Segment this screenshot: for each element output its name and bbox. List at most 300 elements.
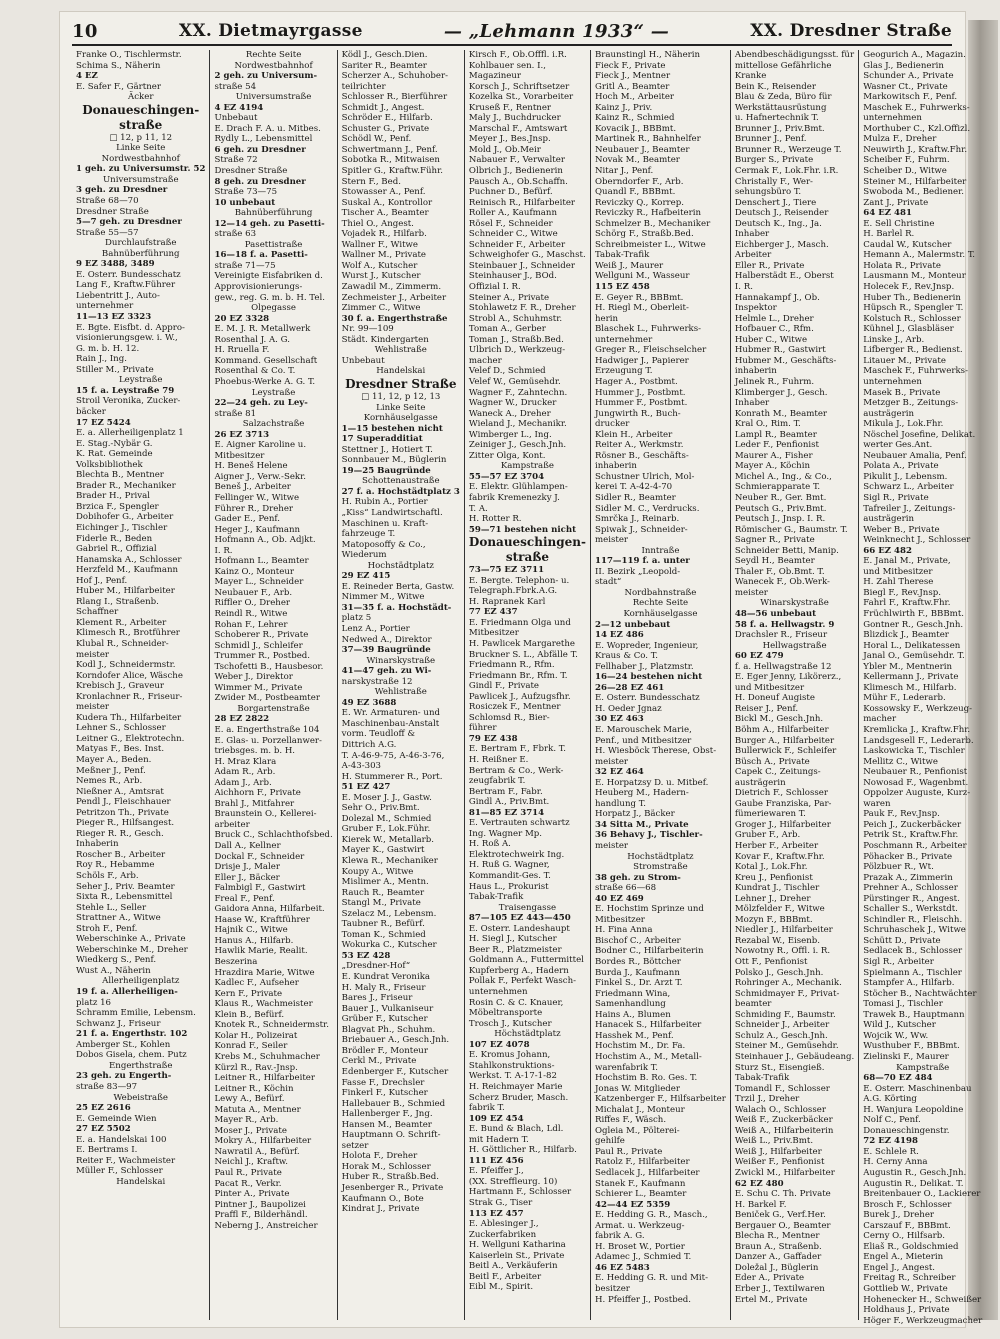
directory-entry: Katzenberger F., Hilfsarbeiter (594, 1094, 726, 1105)
directory-entry: Meßner J., Penf. (76, 765, 146, 776)
directory-entry: Telegraph.Fbrk.A.G. (468, 586, 558, 597)
directory-entry: Fellhaber J., Platzmstr. (594, 661, 694, 672)
directory-entry: Neberng J., Anstreicher (214, 1220, 318, 1231)
directory-entry: Glas J., Bedienerin (863, 60, 944, 71)
directory-entry: E. Safer F., Gärtner (76, 81, 161, 92)
cross-street-label: Olpegasse (251, 303, 297, 314)
cross-street-label: Salzachstraße (242, 419, 305, 430)
directory-entry: Weiß A., Hilfarbeiterin (734, 1125, 834, 1136)
directory-entry: Riffes F., Wäsch. (594, 1115, 667, 1126)
directory-entry: E. a. Allerheiligenplatz 1 (76, 428, 184, 439)
directory-entry: E. Hochstim Sprinze und (594, 904, 704, 915)
directory-entry: Linke Seite (116, 143, 166, 154)
cross-street-label: Kampstraße (500, 461, 554, 472)
directory-entry: Falmbigl F., Gastwirt (214, 883, 306, 894)
directory-entry: Wasner Ct., Private (863, 81, 948, 92)
directory-entry: Quandl F., BBBmt. (594, 187, 676, 198)
cross-street-label: Hellwagstraße (762, 640, 827, 651)
house-number-entry: 27 EZ 5502 (76, 1124, 131, 1135)
directory-entry: Lang F., Kraftw.Führer (76, 280, 176, 291)
directory-entry: Haase W., Kraftführer (214, 914, 310, 925)
directory-entry: H. Broset W., Portier (594, 1241, 685, 1252)
directory-entry: E. a. Handelskai 100 (76, 1134, 167, 1145)
directory-entry: straße 54 (214, 81, 257, 92)
directory-entry: Trummer R., Postbed. (214, 651, 311, 662)
directory-entry: fümeriewaren T. (734, 809, 806, 820)
directory-entry: „Dresdner-Hof“ (341, 961, 411, 972)
directory-entry: Tabak-Trafik (734, 1073, 790, 1084)
directory-entry: werter Ges.Ant. (863, 440, 933, 451)
house-number-entry: 77 EZ 437 (468, 607, 518, 618)
directory-column (338, 50, 465, 1320)
directory-entry: H. Rubin A., Portier (341, 497, 428, 508)
directory-entry: meister (594, 841, 629, 852)
directory-entry: Schuster G., Private (341, 123, 430, 134)
directory-entry: Donaueschingenstr. (863, 1125, 950, 1136)
directory-entry: Schweighofer G., Maschst. (468, 250, 586, 261)
directory-entry: Approvisionierungs- (214, 282, 303, 293)
directory-entry: Janal O., Gemüsehdr. T. (863, 651, 965, 662)
directory-entry: Lewy A., Befürf. (214, 1094, 285, 1105)
directory-entry: Pollak F., Perfekt Wasch- (468, 976, 577, 987)
directory-entry: Hallenberger F., Jng. (341, 1109, 433, 1120)
directory-entry: Fasse F., Drechsler (341, 1077, 425, 1088)
directory-entry: Nöschel Josefine, Delikat. (863, 429, 976, 440)
cross-street-label: Allerheiligenplatz (102, 976, 180, 987)
directory-entry: Beitl F., Arbeiter (468, 1271, 542, 1282)
directory-entry: Schörg F., Straßb.Bed. (594, 229, 694, 240)
directory-entry: Capek C., Zeitungs- (734, 767, 821, 778)
directory-entry: herin (594, 313, 618, 324)
directory-entry: Stahlkonstruktions- (468, 1060, 555, 1071)
directory-entry: meister (76, 649, 110, 660)
directory-entry: Caudal W., Kutscher (863, 239, 952, 250)
directory-entry: Stöcher B., Nachtwächter (863, 988, 977, 999)
directory-entry: E. Vertrauten schwartz (468, 818, 570, 829)
directory-entry: Maschinenbau-Anstalt (341, 718, 440, 729)
directory-entry: Laskowicka T., Tischler (863, 746, 965, 757)
directory-entry: Bertram & Co., Werk- (468, 765, 564, 776)
directory-entry: Beer R., Platzmeister (468, 944, 562, 955)
directory-entry: Rechte Seite (245, 50, 302, 60)
directory-entry: Mellitz C., Witwe (863, 756, 938, 767)
directory-entry: Rösner B., Geschäfts- (594, 450, 689, 461)
directory-entry: E. Schu C. Th. Private (734, 1189, 831, 1200)
directory-entry: fabrik T. (468, 1103, 505, 1114)
house-number-entry: 87—105 EZ 443—450 (468, 913, 571, 924)
directory-column (591, 50, 731, 1320)
directory-entry: straße 71—75 (214, 260, 276, 271)
cross-street-label: Leystraße (251, 387, 296, 398)
house-number-entry: 19—25 Baugründe (341, 465, 431, 476)
directory-entry: Stohlawetz F. R., Dreher (468, 303, 576, 314)
directory-entry: Dresdner Straße (214, 166, 288, 177)
directory-entry: Mozyn F., BBBmt. (734, 914, 813, 925)
directory-entry: Schoberer R., Private (214, 630, 309, 641)
directory-entry: Phoebus-Werke A. G. T. (214, 376, 316, 387)
directory-entry: Gottlieb W., Private (863, 1283, 948, 1294)
directory-entry: Peutsch J., Jnsp. I. R. (734, 514, 826, 525)
directory-entry: Schmierapparate T. (734, 482, 821, 493)
directory-entry: Friedmann Wina, (594, 988, 671, 999)
directory-entry: Krebs M., Schuhmacher (214, 1051, 320, 1062)
street-heading: straße (505, 550, 550, 565)
directory-entry: Weiß J., Hilfarbeiter (734, 1146, 822, 1157)
directory-entry: Pieger R., Hilfsangest. (76, 818, 175, 829)
house-number-entry: 20 EZ 3328 (214, 313, 270, 324)
directory-entry: Mölzfelder F., Witwe (734, 904, 825, 915)
directory-entry: Thiel O., Angest. (341, 218, 414, 229)
directory-entry: Hofbauer C., Rfm. (734, 324, 814, 335)
directory-entry: E. Moser J. J., Gastw. (341, 792, 432, 803)
directory-entry: Nabauer F., Verwalter (468, 155, 565, 166)
directory-entry: H. Wanjura Leopoldine (863, 1104, 964, 1115)
directory-entry: E. Osterr. Landeshaupt (468, 923, 570, 934)
directory-entry: Klubal R., Schneider- (76, 638, 169, 649)
directory-entry: Michalat J., Monteur (594, 1104, 685, 1115)
directory-entry: H. Göttlicher R., Hilfarb. (468, 1145, 577, 1156)
directory-entry: Kommand. Gesellschaft (214, 355, 318, 366)
directory-entry: Hager A., Postbmt. (594, 376, 678, 387)
directory-entry: Matyas F., Bes. Inst. (76, 744, 165, 755)
directory-entry: Smrčka J., Reinarb. (594, 514, 680, 525)
directory-column (210, 50, 337, 1320)
directory-entry: Toman K., Schmied (341, 929, 426, 940)
house-number-entry: 66 EZ 482 (863, 545, 912, 556)
directory-entry: H. Beneš Helene (214, 461, 288, 472)
directory-entry: Leitner R., Hilfarbeiter (214, 1073, 315, 1084)
directory-entry: Tabak-Trafik (468, 892, 524, 903)
directory-entry: Adamec J., Schmied T. (594, 1252, 692, 1263)
directory-entry: Brosch F., Schlosser (863, 1199, 952, 1210)
directory-entry: Kotal J., Lok.Fhr. (734, 862, 808, 873)
directory-entry: Cermak F., Lok.Fhr. i.R. (734, 166, 839, 177)
directory-entry: Pauk F., Rev.Jnsp. (863, 809, 940, 820)
house-number-entry: 6 geh. zu Dresdner (214, 144, 306, 155)
directory-entry: E. a. Engerthstraße 104 (214, 725, 320, 735)
directory-entry: Amberger St., Kohlen (76, 1039, 171, 1050)
directory-entry: setzer (341, 1140, 369, 1151)
house-number-entry: 62 EZ 480 (734, 1178, 784, 1189)
directory-entry: Abendbeschädigungsst. für (734, 50, 855, 60)
directory-entry: □ 12, p 11, 12 (109, 132, 173, 143)
directory-entry: Weiß L., Priv.Bmt. (734, 1136, 814, 1147)
directory-entry: Pölzbuer R., Wt. (863, 862, 934, 873)
directory-entry: Blaschek L., Fuhrwerks- (594, 324, 702, 335)
directory-entry: H. Riegl M., Oberleit- (594, 303, 689, 314)
directory-entry: Rohringer A., Mechanik. (734, 978, 842, 989)
directory-entry: H. Oeder Jgnaz (594, 703, 662, 714)
directory-entry: Rieger R. R., Gesch. (76, 828, 164, 839)
directory-entry: Wokurka C., Kutscher (341, 940, 437, 951)
directory-entry: Pöhacker B., Private (863, 851, 953, 862)
street-heading: Donaueschingen- (468, 535, 586, 550)
directory-entry: Freitag R., Schreiber (863, 1273, 956, 1284)
directory-entry: Adam R., Arb. (214, 767, 276, 778)
directory-entry: Kozelka St., Vorarbeiter (468, 92, 574, 103)
directory-entry: T. A. (468, 503, 488, 514)
directory-entry: Hanamska A., Schlosser (76, 554, 182, 565)
directory-entry: unternehmen (863, 113, 922, 124)
directory-entry: E. Eger Jenny, Likörerz., (734, 672, 842, 683)
house-number-entry: 31—35 f. a. Hochstädt- (341, 602, 452, 613)
directory-entry: Rosiczek F., Mentner (468, 702, 561, 713)
directory-entry: Holdhaus J., Private (863, 1305, 950, 1316)
directory-entry: Pintner J., Baupolizei (214, 1199, 306, 1210)
directory-entry: Schramm Emilie, Lebensm. (76, 1008, 196, 1019)
directory-entry: meister (734, 587, 768, 598)
cross-street-label: Kornhäuselgasse (623, 608, 698, 619)
directory-entry: Rain J., Ing. (76, 354, 127, 365)
street-heading: straße (119, 117, 163, 132)
directory-entry: Steinhauser J., BOd. (468, 271, 557, 282)
directory-entry: Inhaber (734, 398, 770, 409)
directory-entry: Hochstim M., Dr. Fa. (594, 1041, 686, 1052)
house-number-entry: 111 EZ 456 (468, 1155, 524, 1166)
directory-entry: waren (863, 798, 891, 809)
directory-entry: E. Kromus Johann, (468, 1050, 551, 1061)
directory-entry: E. Bertrams I. (76, 1145, 138, 1156)
house-number-entry: 115 EZ 458 (594, 282, 650, 293)
directory-entry: Engel J., Angest. (863, 1262, 936, 1273)
directory-entry: Kranke (734, 71, 767, 82)
directory-entry: Lausmann M., Monteur (863, 271, 966, 282)
directory-entry: Praffl F., Bilderhändl. (214, 1210, 308, 1221)
directory-entry: Schlosser R., Bierführer (341, 92, 448, 103)
directory-entry: Böhm A., Hilfarbeiter (734, 725, 829, 735)
directory-entry: E. Glas- u. Porzellanwer- (214, 735, 322, 746)
directory-entry: Denschert J., Tiere (734, 197, 817, 208)
directory-entry: sehungsbüro T. (734, 187, 802, 198)
directory-entry: Walach O., Schlosser (734, 1104, 826, 1115)
house-number-entry: 34 Sitta M., Private (594, 819, 689, 830)
directory-entry: Dall A., Kellner (214, 841, 281, 852)
directory-entry: triebsges. m. b. H. (214, 746, 296, 757)
cross-street-label: Bahnüberführung (101, 248, 180, 259)
directory-entry: Horpatz J., Bäcker (594, 809, 675, 820)
directory-entry: fabrik Kremenezky J. (468, 492, 560, 503)
directory-entry: Goldmann A., Futtermittel (468, 955, 584, 966)
directory-entry: macher (863, 714, 897, 725)
directory-entry: Wolf A., Kutscher (341, 260, 418, 271)
directory-entry: inhaberin (594, 461, 637, 472)
directory-entry: Schustner Ulrich, Mol- (594, 471, 695, 482)
directory-entry: Schröder E., Hilfarb. (341, 113, 433, 124)
directory-entry: Matoposoffy & Co., (341, 539, 426, 550)
directory-entry: Hof J., Penf. (76, 575, 128, 586)
cross-street-label: Schottenaustraße (362, 476, 440, 487)
house-number-entry: 53 EZ 428 (341, 950, 391, 961)
street-heading: Donaueschingen- (82, 102, 200, 117)
directory-entry: Sturz St., Eisengieß. (734, 1062, 825, 1073)
directory-entry: Gruber F., Arb. (734, 830, 801, 841)
directory-entry: Elektrotechweirk Ing. (468, 849, 565, 860)
directory-entry: Edenberger F., Kutscher (341, 1066, 449, 1077)
directory-entry: Burda J., Kaufmann (594, 967, 680, 978)
directory-entry: Markowitsch F., Penf. (863, 92, 958, 103)
directory-entry: Sonnbauer M., Büglerin (341, 455, 447, 466)
directory-entry: Stiller M., Private (76, 364, 154, 375)
directory-entry: meister (76, 702, 110, 713)
directory-entry: Straße 68—70 (76, 196, 139, 207)
directory-entry: Schindler R., Fleischh. (863, 914, 963, 925)
directory-entry: Groger J., Hilfarbeiter (734, 819, 831, 830)
directory-entry: Kundrat J., Tischler (734, 883, 820, 894)
cross-street-label: Winarskystraße (366, 655, 436, 666)
directory-entry: Dittrich A.G. (341, 740, 397, 750)
directory-entry: Olbrich J., Bedienerin (468, 166, 563, 177)
directory-entry: H. Rruella F. (214, 345, 270, 356)
house-number-entry: 107 EZ 4078 (468, 1039, 530, 1050)
directory-entry: Novak M., Beamter (594, 155, 680, 166)
directory-entry: Strattner A., Witwe (76, 913, 161, 924)
directory-entry: Swoboda M., Bediener. (863, 187, 964, 198)
house-number-entry: 4 EZ 4194 (214, 102, 264, 113)
directory-entry: Weißer F., Penfionist (734, 1157, 825, 1168)
directory-entry: Taubner R., Befürf. (341, 919, 425, 930)
cross-street-label: Äcker (128, 92, 154, 103)
directory-entry: austrägerin (863, 514, 914, 525)
directory-entry: Sigl R., Arbeiter (863, 957, 934, 968)
directory-entry: Engel A., Mieterin (863, 1252, 944, 1263)
directory-entry: Schmiding F., Baumstr. (734, 1009, 836, 1020)
house-number-entry: 11—13 EZ 3323 (76, 312, 152, 323)
directory-entry: Sobotka R., Mitwaisen (341, 155, 440, 166)
directory-entry: Prazak A., Zimmerin (863, 872, 953, 883)
directory-entry: Nolf C., Penf. (863, 1115, 921, 1126)
directory-entry: Hüpsch R., Spengler T. (863, 303, 964, 314)
directory-entry: Kellermann J., Private (863, 672, 959, 683)
directory-entry: Linke Seite (376, 402, 426, 413)
directory-entry: Wallner F., Witwe (341, 239, 418, 250)
directory-entry: meister (594, 535, 629, 546)
directory-entry: Michel A., Ing., & Co., (734, 471, 832, 482)
house-number-entry: 8 geh. zu Dresdner (214, 176, 306, 187)
directory-entry: E. Bergte. Telephon- u. (468, 575, 570, 586)
directory-entry: H. Maly R., Friseur (341, 982, 426, 993)
directory-entry: Schlomsd R., Bier- (468, 712, 550, 723)
directory-entry: E. Gemeinde Wien (76, 1113, 157, 1124)
directory-entry: Blizdick J., Beamter (863, 630, 949, 641)
directory-entry: Mayer L., Schneider (214, 577, 304, 588)
directory-entry: Kadlec F., Aufseher (214, 978, 299, 989)
directory-entry: Mayer A., Beden. (76, 755, 152, 765)
directory-entry: Stern F., Bed. (341, 176, 401, 187)
directory-entry: kerei T. A-42-4-70 (594, 482, 673, 493)
house-number-entry: 59—71 bestehen nicht (468, 524, 577, 535)
directory-entry: Schima S., Näherin (76, 60, 161, 71)
house-number-entry: 55—57 EZ 3704 (468, 471, 545, 482)
directory-entry: E. Drach F. A. u. Mitbes. (214, 123, 321, 134)
directory-entry: Zimmer C., Witwe (341, 303, 421, 314)
directory-entry: Strobl A., Schuhmstr. (468, 313, 563, 324)
directory-entry: H. Rotter R. (468, 514, 522, 525)
cross-street-label: Nordwestbahnhof (101, 153, 180, 164)
directory-entry: fahrzeuge T. (341, 529, 396, 540)
directory-entry: Hemann A., Malermstr. T. (863, 250, 976, 261)
house-number-entry: 26 EZ 3713 (214, 429, 270, 440)
directory-entry: Jelinek R., Fuhrm. (734, 376, 815, 387)
directory-entry: Zitter Olga, Kont. (468, 450, 546, 461)
directory-entry: Hochstim A., M., Metall- (594, 1051, 702, 1062)
house-number-entry: 30 EZ 463 (594, 714, 644, 725)
directory-entry: narskystraße 12 (341, 676, 413, 687)
cross-street-label: Kampstraße (896, 1062, 950, 1073)
directory-entry: Scherzer A., Schuhober- (341, 71, 449, 82)
directory-entry: unternehmer (76, 301, 134, 312)
directory-entry: Metzger B., Zeitungs- (863, 398, 959, 409)
directory-entry: Tomandl F., Schlosser (734, 1083, 830, 1094)
directory-entry: H. Reißner E. (468, 755, 529, 765)
directory-entry: gew., reg. G. m. b. H. Tel. (214, 292, 325, 303)
house-number-entry: 3 geh. zu Dresdner (76, 185, 168, 196)
directory-entry: Neuber R., Ger. Bmt. (734, 492, 827, 503)
directory-entry: Velef D., Schmied (468, 366, 546, 377)
directory-entry: Hubmer M., Geschäfts- (734, 355, 837, 366)
directory-entry: Pürstinger R., Angest. (863, 893, 960, 904)
house-number-entry: 117—119 f. a. unter (594, 556, 690, 567)
directory-entry: Tafreiler J., Zeitungs- (863, 503, 956, 514)
directory-entry: Fellinger W., Witwe (214, 492, 300, 503)
directory-entry: Straße 72 (214, 155, 258, 166)
directory-entry: Nawratil A., Befürf. (214, 1146, 300, 1157)
directory-entry: Doležal J., Büglerin (734, 1262, 819, 1273)
directory-entry: Brzica F., Spengler (76, 501, 159, 512)
directory-entry: Klimberger J., Gesch. (734, 387, 828, 398)
directory-entry: Pausch A., Ob.Schaffn. (468, 176, 568, 187)
directory-entry: Cerkl M., Private (341, 1056, 417, 1067)
directory-entry: Kovar F., Kraftw.Fhr. (734, 851, 825, 862)
house-number-entry: 1 geh. zu Universumstr. 52 (76, 164, 206, 175)
header-title: — „Lehmann 1933“ — (443, 20, 670, 42)
house-number-entry: 73—75 EZ 3711 (468, 565, 545, 576)
directory-entry: Mayer A., Köchin (734, 461, 810, 472)
directory-entry: Zawadil M., Zimmerm. (341, 282, 442, 293)
directory-entry: Maurer A., Fisher (734, 450, 813, 461)
directory-entry: Höger F., Werkzeugmacher (863, 1315, 983, 1326)
directory-entry: Eller R., Private (734, 260, 805, 271)
house-number-entry: 68—70 EZ 484 (863, 1073, 933, 1084)
directory-entry: Mitbesitzer (468, 628, 519, 639)
directory-entry: Holata R., Private (863, 260, 941, 271)
directory-entry: Dietrich F., Schlosser (734, 788, 828, 799)
directory-entry: H. Stummerer R., Port. (341, 771, 443, 782)
directory-entry: Heger J., Kaufmann (214, 524, 301, 535)
directory-entry: Kainz R., Schmied (594, 113, 675, 124)
directory-entry: Hallebauer B., Schmied (341, 1098, 446, 1109)
directory-entry: Vereinigte Eisfabriken d. (214, 271, 323, 282)
directory-entry: Römischer G., Baumstr. T. (734, 524, 848, 535)
directory-entry: Carszauf F., BBBmt. (863, 1220, 951, 1231)
directory-entry: Eichberger J., Masch. (734, 239, 829, 250)
directory-entry: E. Hedding G. R. und Mit- (594, 1273, 708, 1284)
directory-entry: (XX. Streffleurg. 10) (468, 1176, 558, 1187)
directory-entry: Hochstim B. Ro. Ges. T. (594, 1073, 698, 1084)
directory-entry: Kommandit-Ges. T. (468, 871, 551, 882)
directory-entry: Kodl J., Schneidermstr. (76, 660, 176, 671)
directory-entry: Mayer R., Arb. (214, 1115, 279, 1126)
directory-entry: Dockal F., Schneider (214, 851, 305, 862)
cross-street-label: Nordwestbahnhof (234, 60, 313, 71)
directory-entry: meister (594, 756, 629, 767)
directory-entry: Ulbrich D., Werkzeug- (468, 345, 566, 356)
directory-entry: Beneš J., Arbeiter (214, 482, 291, 493)
directory-entry: H. Barkel F. (734, 1199, 787, 1210)
directory-entry: führer (468, 723, 497, 734)
directory-entry: Nowosad F., Wagenbmt. (863, 777, 969, 788)
directory-entry: austrägerin (863, 408, 914, 419)
directory-entry: Hohenecker H., Schweißer (863, 1294, 982, 1305)
